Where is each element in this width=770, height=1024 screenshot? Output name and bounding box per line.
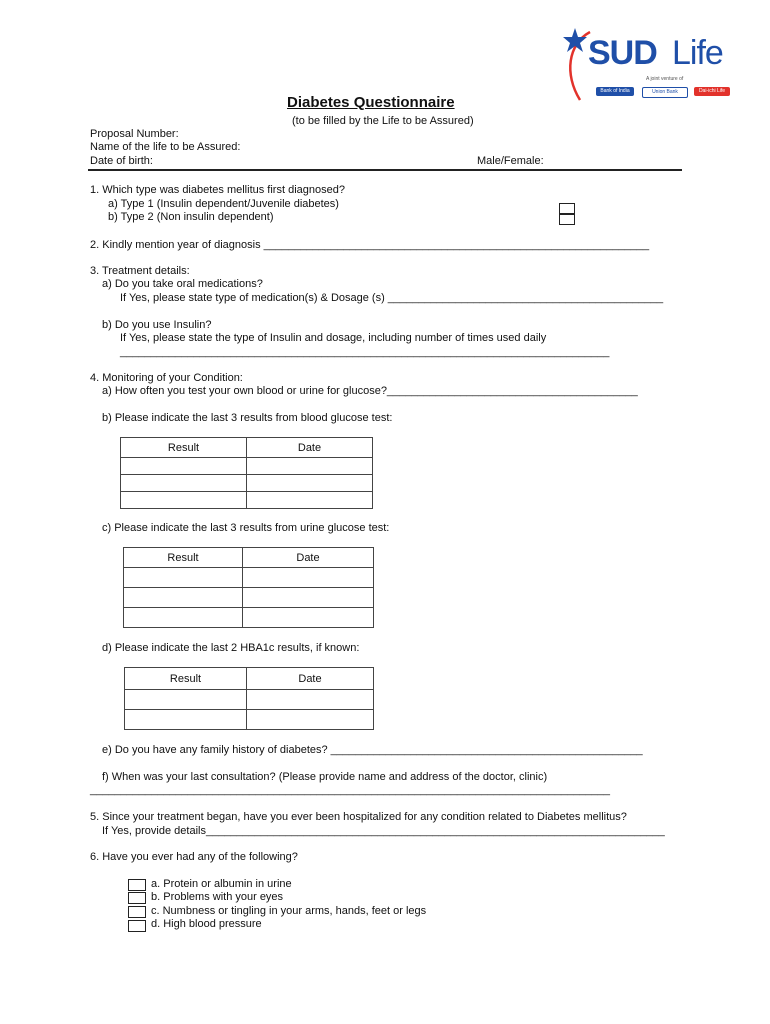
q2-text: 2. Kindly mention year of diagnosis _______________________________________________________________	[90, 239, 650, 251]
q6-text: 6. Have you ever had any of the following?	[90, 851, 298, 863]
q4-a: a) How often you test your own blood or urine for glucose?_________________________________________	[102, 385, 638, 397]
q3-b-answer-line: ________________________________________________________________________________	[120, 346, 610, 358]
urine-glucose-table	[123, 547, 374, 628]
table-header-date: Date	[247, 668, 374, 690]
q6-checkbox-d[interactable]	[128, 920, 146, 932]
q4-c: c) Please indicate the last 3 results from urine glucose test:	[102, 522, 390, 534]
table-cell[interactable]	[124, 608, 243, 628]
table-cell[interactable]	[121, 458, 247, 475]
q6-item-c: c. Numbness or tingling in your arms, hands, feet or legs	[151, 905, 427, 917]
table-header-result: Result	[125, 668, 247, 690]
partner-badge-3: Dai-ichi Life	[694, 87, 730, 96]
table-cell[interactable]	[243, 568, 374, 588]
table-cell[interactable]	[125, 710, 247, 730]
page-subtitle: (to be filled by the Life to be Assured)	[292, 115, 474, 127]
hba1c-table	[124, 667, 374, 730]
table-cell[interactable]	[124, 588, 243, 608]
table-header-result: Result	[121, 438, 247, 458]
q3-a: a) Do you take oral medications?	[102, 278, 263, 290]
q1-option-b: b) Type 2 (Non insulin dependent)	[108, 211, 274, 223]
q6-checkbox-a[interactable]	[128, 879, 146, 891]
q1-text: 1. Which type was diabetes mellitus first diagnosed?	[90, 184, 345, 196]
q6-checkbox-b[interactable]	[128, 892, 146, 904]
assured-name-label: Name of the life to be Assured:	[90, 141, 241, 153]
q5-text: 5. Since your treatment began, have you ever been hospitalized for any condition related to Diabetes mellitus?	[90, 811, 627, 823]
table-header-date: Date	[247, 438, 373, 458]
table-cell[interactable]	[247, 710, 374, 730]
q1-checkbox-type1[interactable]	[559, 203, 575, 214]
table-cell[interactable]	[247, 475, 373, 492]
partner-badge-1: Bank of India	[596, 87, 634, 96]
proposal-number-label: Proposal Number:	[90, 128, 179, 140]
table-cell[interactable]	[121, 492, 247, 509]
q6-item-d: d. High blood pressure	[151, 918, 262, 930]
q4-b: b) Please indicate the last 3 results from blood glucose test:	[102, 412, 393, 424]
q6-item-b: b. Problems with your eyes	[151, 891, 284, 903]
table-cell[interactable]	[247, 690, 374, 710]
page-title: Diabetes Questionnaire	[287, 94, 455, 111]
q3-b-followup: If Yes, please state the type of Insulin and dosage, including number of times used daily	[120, 332, 547, 344]
q5-followup: If Yes, provide details___________________________________________________________________________	[102, 825, 665, 837]
q4-e: e) Do you have any family history of diabetes? ___________________________________________________	[102, 744, 643, 756]
q4-text: 4. Monitoring of your Condition:	[90, 372, 243, 384]
q4-d: d) Please indicate the last 2 HBA1c results, if known:	[102, 642, 360, 654]
q6-item-a: a. Protein or albumin in urine	[151, 878, 292, 890]
q4-f: f) When was your last consultation? (Please provide name and address of the doctor, clinic)	[102, 771, 548, 783]
table-cell[interactable]	[121, 475, 247, 492]
table-cell[interactable]	[124, 568, 243, 588]
header-divider	[88, 169, 682, 171]
table-header-date: Date	[243, 548, 374, 568]
table-cell[interactable]	[247, 492, 373, 509]
logo-brand-b: Life	[672, 34, 723, 72]
q3-text: 3. Treatment details:	[90, 265, 190, 277]
logo-tagline: A joint venture of	[646, 76, 684, 82]
q1-checkbox-type2[interactable]	[559, 214, 575, 225]
table-cell[interactable]	[247, 458, 373, 475]
q1-option-a: a) Type 1 (Insulin dependent/Juvenile diabetes)	[108, 198, 339, 210]
table-cell[interactable]	[243, 608, 374, 628]
q6-checkbox-c[interactable]	[128, 906, 146, 918]
partner-badge-2: Union Bank	[642, 87, 688, 98]
table-cell[interactable]	[125, 690, 247, 710]
q4-f-answer-line: _____________________________________________________________________________________	[90, 784, 611, 796]
dob-label: Date of birth:	[90, 155, 153, 167]
table-cell[interactable]	[243, 588, 374, 608]
q3-b: b) Do you use Insulin?	[102, 319, 212, 331]
q3-a-followup: If Yes, please state type of medication(s) & Dosage (s) _____________________________________________	[120, 292, 664, 304]
table-header-result: Result	[124, 548, 243, 568]
gender-label: Male/Female:	[477, 155, 544, 167]
blood-glucose-table	[120, 437, 373, 509]
logo-brand-a: SUD	[588, 34, 657, 72]
